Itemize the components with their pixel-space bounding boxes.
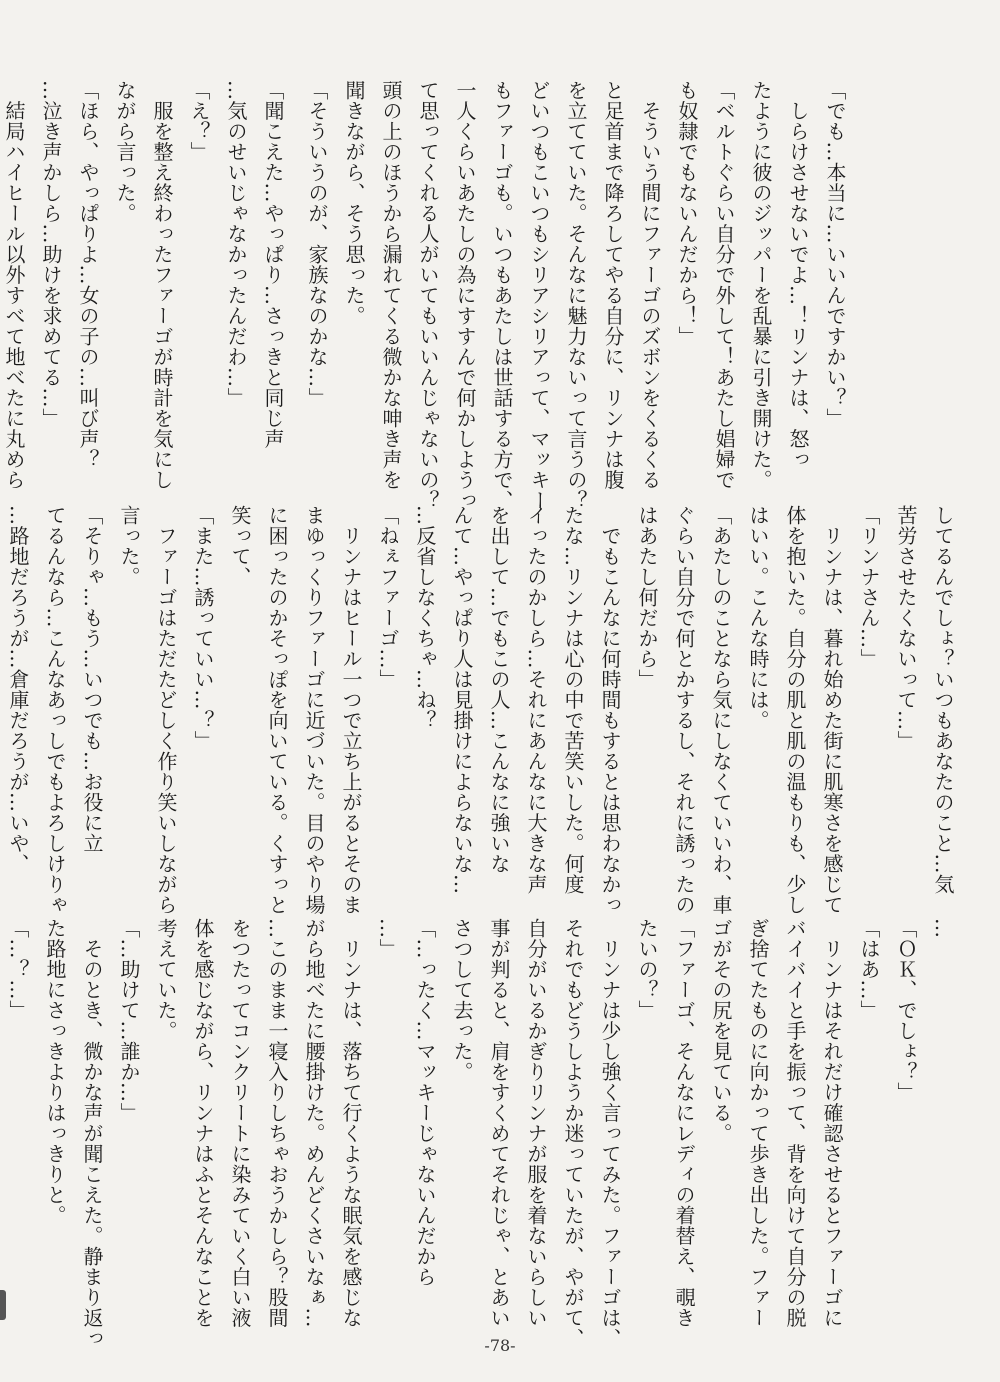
- text-column: 「ファーゴ、そんなにレディの着替え、覗き: [672, 918, 696, 1328]
- text-column: そのとき、微かな声が聞こえた。静まり返っ: [80, 918, 104, 1349]
- text-column: と足首まで降ろしてやる自分に、リンナは腹: [601, 80, 625, 490]
- text-column: …気のせいじゃなかったんだわ…」: [224, 80, 248, 408]
- text-column: リンナはそれだけ確認させるとファーゴに: [820, 918, 844, 1328]
- text-column: を立てていた。そんなに魅力ないって言うの？: [564, 80, 588, 511]
- text-column: ぎ捨てたものに向かって歩き出した。ファー: [746, 918, 770, 1328]
- text-column: リンナは、暮れ始めた街に肌寒さを感じて: [820, 505, 844, 915]
- text-column: しらけさせないでよ…！リンナは、怒っ: [786, 80, 810, 470]
- text-column: 結局ハイヒール以外すべて地べたに丸めら: [2, 80, 26, 490]
- text-column: でもこんなに何時間もするとは思わなかっ: [598, 505, 622, 915]
- text-column: してるんでしょ？いつもあなたのこと…気: [931, 505, 955, 895]
- text-column: どいつもこいつもシリアシリアって、マッキー: [527, 80, 551, 511]
- text-column: 「また…誘っていい…？」: [191, 505, 215, 751]
- text-tier-middle: [6, 505, 958, 915]
- text-column: もファーゴも。いつもあたしは世話する方で、: [490, 80, 514, 511]
- text-column: も奴隷でもないんだから！」: [675, 80, 699, 347]
- binding-edge-mark: [0, 1290, 6, 1320]
- text-column: 「え？」: [187, 80, 211, 162]
- text-column: 自分がいるかぎりリンナが服を着ないらしい: [524, 918, 548, 1328]
- text-column: たいの？」: [635, 918, 659, 1021]
- text-column: ゴがその尻を見ている。: [709, 918, 733, 1144]
- text-column: リンナは少し強く言ってみた。ファーゴは、: [598, 918, 622, 1349]
- page-number: -78-: [484, 1336, 516, 1355]
- text-column: 「そういうのが、家族なのかな…」: [305, 80, 329, 408]
- text-column: …このまま一寝入りしちゃおうかしら？股間: [265, 918, 289, 1328]
- text-column: 苦労させたくないって…」: [894, 505, 918, 751]
- text-column: 「でも…本当に…いいんですかい？」: [823, 80, 847, 429]
- text-column: てるんなら…こんなあっしでもよろしけりゃ: [43, 505, 67, 915]
- text-column: …反省しなくちゃ…ね？: [413, 505, 437, 731]
- text-column: リンナは、落ちて行くような眠気を感じな: [339, 918, 363, 1328]
- text-column: 聞きながら、そう思った。: [342, 80, 366, 326]
- text-column: 一人くらいあたしの為にすすんで何かしようっ: [453, 80, 477, 511]
- text-column: がら地べたに腰掛けた。めんどくさいなぁ…: [302, 918, 326, 1328]
- text-column: イったのかしら…それにあんなに大きな声: [524, 505, 548, 895]
- text-column: んて…やっぱり人は見掛けによらないな…: [450, 505, 474, 895]
- text-column: 「ほら、やっぱりよ…女の子の…叫び声？: [76, 80, 100, 470]
- text-column: さつして去った。: [450, 918, 474, 1082]
- text-column: 笑って、: [228, 505, 252, 587]
- text-column: 「…？…」: [6, 918, 30, 1021]
- text-column: 「…助けて…誰か…」: [117, 918, 141, 1123]
- text-column: 「あたしのことなら気にしなくていいわ、車: [709, 505, 733, 915]
- text-column: 体を抱いた。自分の肌と肌の温もりも、少し: [783, 505, 807, 915]
- text-column: 事が判ると、肩をすくめてそれじゃ、とあい: [487, 918, 511, 1328]
- text-column: 「…ったく…マッキーじゃないんだから: [413, 918, 437, 1287]
- text-column: 「リンナさん…」: [857, 505, 881, 669]
- text-column: 考えていた。: [154, 918, 178, 1041]
- text-tier-top: [2, 80, 850, 511]
- text-column: まゆっくりファーゴに近づいた。目のやり場: [302, 505, 326, 915]
- text-column: 「ねぇファーゴ…」: [376, 505, 400, 690]
- text-column: …泣き声かしら…助けを求めてる…」: [39, 80, 63, 429]
- text-column: たように彼のジッパーを乱暴に引き開けた。: [749, 80, 773, 490]
- text-column: て思ってくれる人がいてもいいんじゃないの？: [416, 80, 440, 511]
- text-column: そういう間にファーゴのズボンをくるくる: [638, 80, 662, 490]
- text-column: ながら言った。: [113, 80, 137, 224]
- text-column: …路地だろうが…倉庫だろうが…いや、: [6, 505, 30, 874]
- text-column: 「聞こえた…やっぱり…さっきと同じ声: [261, 80, 285, 449]
- text-column: 頭の上のほうから漏れてくる微かな呻き声を: [379, 80, 403, 490]
- text-column: ファーゴはただたどしく作り笑いしながら: [154, 505, 178, 915]
- text-column: …」: [376, 918, 400, 959]
- text-column: ぐらい自分で何とかするし、それに誘ったの: [672, 505, 696, 915]
- text-column: バイバイと手を振って、背を向けて自分の脱: [783, 918, 807, 1328]
- text-column: それでもどうしようか迷っていたが、やがて、: [561, 918, 585, 1349]
- text-column: 服を整え終わったファーゴが時計を気にし: [150, 80, 174, 490]
- text-column: 「ＯＫ、でしょ？」: [894, 918, 918, 1103]
- text-column: を出して…でもこの人…こんなに強いな: [487, 505, 511, 874]
- text-column: 言った。: [117, 505, 141, 587]
- text-column: リンナはヒール一つで立ち上がるとそのま: [339, 505, 363, 915]
- text-column: 体を感じながら、リンナはふとそんなことを: [191, 918, 215, 1328]
- text-column: た路地にさっきよりはっきりと。: [43, 918, 67, 1226]
- text-column: に困ったのかそっぽを向いている。くすっと: [265, 505, 289, 915]
- text-column: 「そりゃ…もう…いつでも…お役に立: [80, 505, 104, 854]
- text-column: はあたし何だから」: [635, 505, 659, 690]
- text-column: …: [931, 918, 955, 939]
- text-column: をつたってコンクリートに染みていく白い液: [228, 918, 252, 1328]
- text-column: 「ベルトぐらい自分で外して！あたし娼婦で: [712, 80, 736, 490]
- text-column: 「はあ…」: [857, 918, 881, 1021]
- text-column: はいい。こんな時には。: [746, 505, 770, 731]
- text-column: たな…リンナは心の中で苦笑いした。何度: [561, 505, 585, 895]
